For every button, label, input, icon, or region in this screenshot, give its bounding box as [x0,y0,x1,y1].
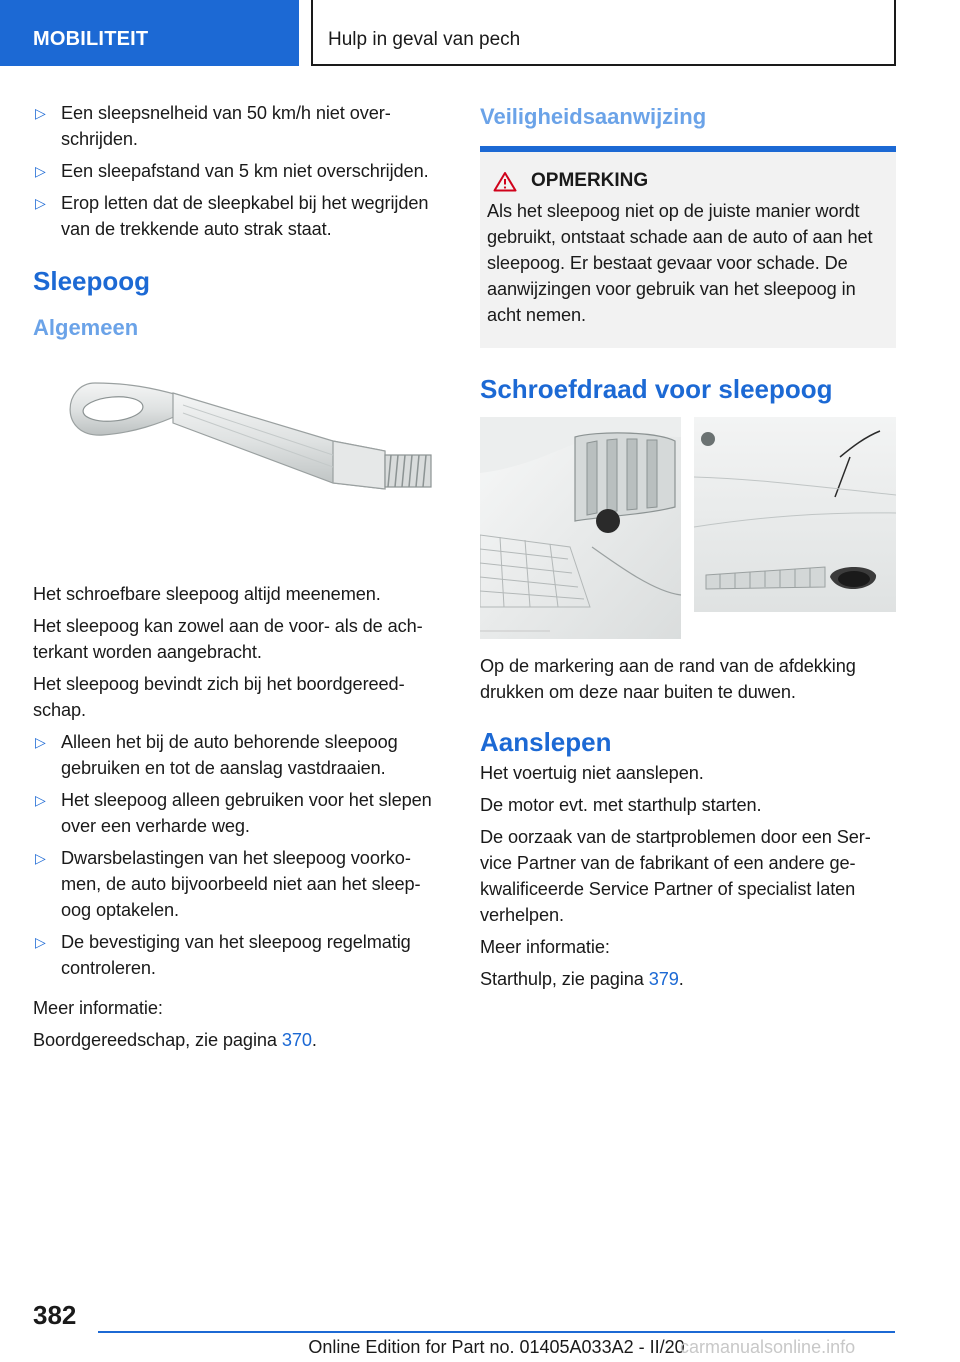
more-info-label: Meer informatie: [33,998,163,1018]
paragraph: Het sleepoog kan zowel aan de voor- als de achterkant worden aangebracht. [33,616,423,662]
heading-sleepoog: Sleepoog [33,266,151,296]
cross-reference: Starthulp, zie pagina 379. [480,969,684,989]
warning-text: Als het sleepoog niet op de juiste manier wordt gebruikt, ontstaat schade aan de auto of aan het sleepoog. Er bestaat gevaar voor schade. De aanwijzingen voor gebruik van het sleepoog in acht nemen. [487,201,873,325]
triangle-bullet-icon: ▷ [35,934,46,950]
paragraph: Het sleepoog bevindt zich bij het boordgereedschap. [33,674,405,720]
list-item: ▷ Dwarsbelastingen van het sleepoog voorkomen, de auto bijvoorbeeld niet aan het sleepoog optakelen. [33,845,443,923]
triangle-bullet-icon: ▷ [35,734,46,750]
warning-box [480,152,896,348]
paragraph: De motor evt. met starthulp starten. [480,795,762,815]
page-link-379[interactable]: 379 [648,969,679,989]
list-item: ▷ De bevestiging van het sleepoog regelmatig controleren. [33,929,443,981]
intro-bullet-list [33,100,443,242]
page-number: 382 [33,1300,77,1330]
paragraph: Het schroefbare sleepoog altijd meenemen. [33,584,381,604]
paragraph: Op de markering aan de rand van de afdekking drukken om deze naar buiten te duwen. [480,656,856,702]
left-column [33,100,443,1059]
heading-schroefdraad: Schroefdraad voor sleepoog [480,374,833,404]
bullet-list [33,729,443,981]
paragraph: Het voertuig niet aanslepen. [480,763,704,783]
page-link-370[interactable]: 370 [281,1030,312,1050]
paragraph: De oorzaak van de startproblemen door een Service Partner van de fabrikant of een andere gekwalificeerde Service Partner of specialist laten verhelpen. [480,827,871,925]
warning-triangle-icon [493,171,517,192]
tow-eye-illustration [33,343,443,575]
triangle-bullet-icon: ▷ [35,195,46,211]
triangle-bullet-icon: ▷ [35,792,46,808]
list-item: ▷ Een sleepsnelheid van 50 km/h niet overschrijden. [33,100,443,152]
watermark: carmanualsonline.info [680,1337,856,1357]
list-item: ▷ Het sleepoog alleen gebruiken voor het slepen over een verharde weg. [33,787,443,839]
triangle-bullet-icon: ▷ [35,105,46,121]
cross-reference: Boordgereedschap, zie pagina 370. [33,1030,317,1050]
chapter-title: Hulp in geval van pech [311,0,896,66]
more-info-label: Meer informatie: [480,937,610,957]
edition-note: Online Edition for Part no. 01405A033A2 - II/20 [308,1337,685,1357]
list-item: ▷ Een sleepafstand van 5 km niet overschrijden. [33,158,443,184]
footer-divider [98,1331,895,1333]
heading-veiligheidsaanwijzing: Veiligheidsaanwijzing [480,104,707,129]
list-item: ▷ Alleen het bij de auto behorende sleepoog gebruiken en tot de aanslag vastdraaien. [33,729,443,781]
heading-algemeen: Algemeen [33,315,139,340]
triangle-bullet-icon: ▷ [35,850,46,866]
list-item: ▷ Erop letten dat de sleepkabel bij het wegrijden van de trekkende auto strak staat. [33,190,443,242]
triangle-bullet-icon: ▷ [35,163,46,179]
right-column [480,104,896,998]
section-tab: MOBILITEIT [0,0,299,66]
heading-aanslepen: Aanslepen [480,727,612,757]
warning-title: OPMERKING [487,170,888,192]
bumper-illustrations [480,417,896,639]
